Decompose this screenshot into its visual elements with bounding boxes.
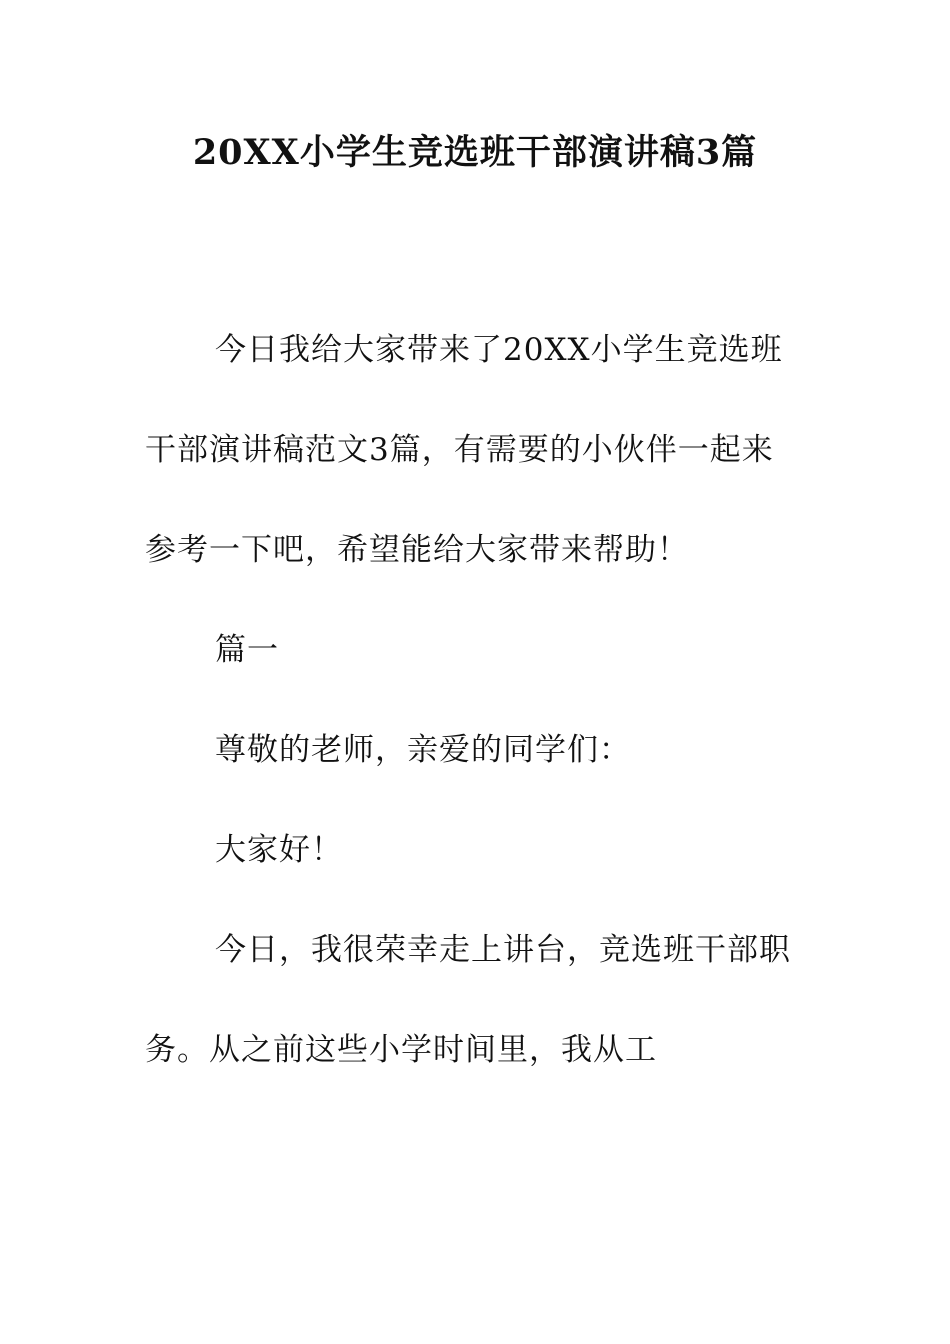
paragraph-salutation: 尊敬的老师，亲爱的同学们： bbox=[215, 732, 631, 768]
paragraph-section-heading: 篇一 bbox=[215, 632, 279, 668]
paragraph-intro: 今日我给大家带来了20XX小学生竞选班干部演讲稿范文3篇，有需要的小伙伴一起来参考一下吧，希望能给大家带来帮助！ bbox=[145, 332, 783, 568]
paragraph-body: 今日，我很荣幸走上讲台，竞选班干部职务。从之前这些小学时间里，我从工 bbox=[145, 932, 791, 1068]
document-body bbox=[145, 300, 805, 1100]
paragraph-greeting: 大家好！ bbox=[215, 832, 343, 868]
document-title: 20XX小学生竞选班干部演讲稿3篇 bbox=[192, 132, 758, 173]
